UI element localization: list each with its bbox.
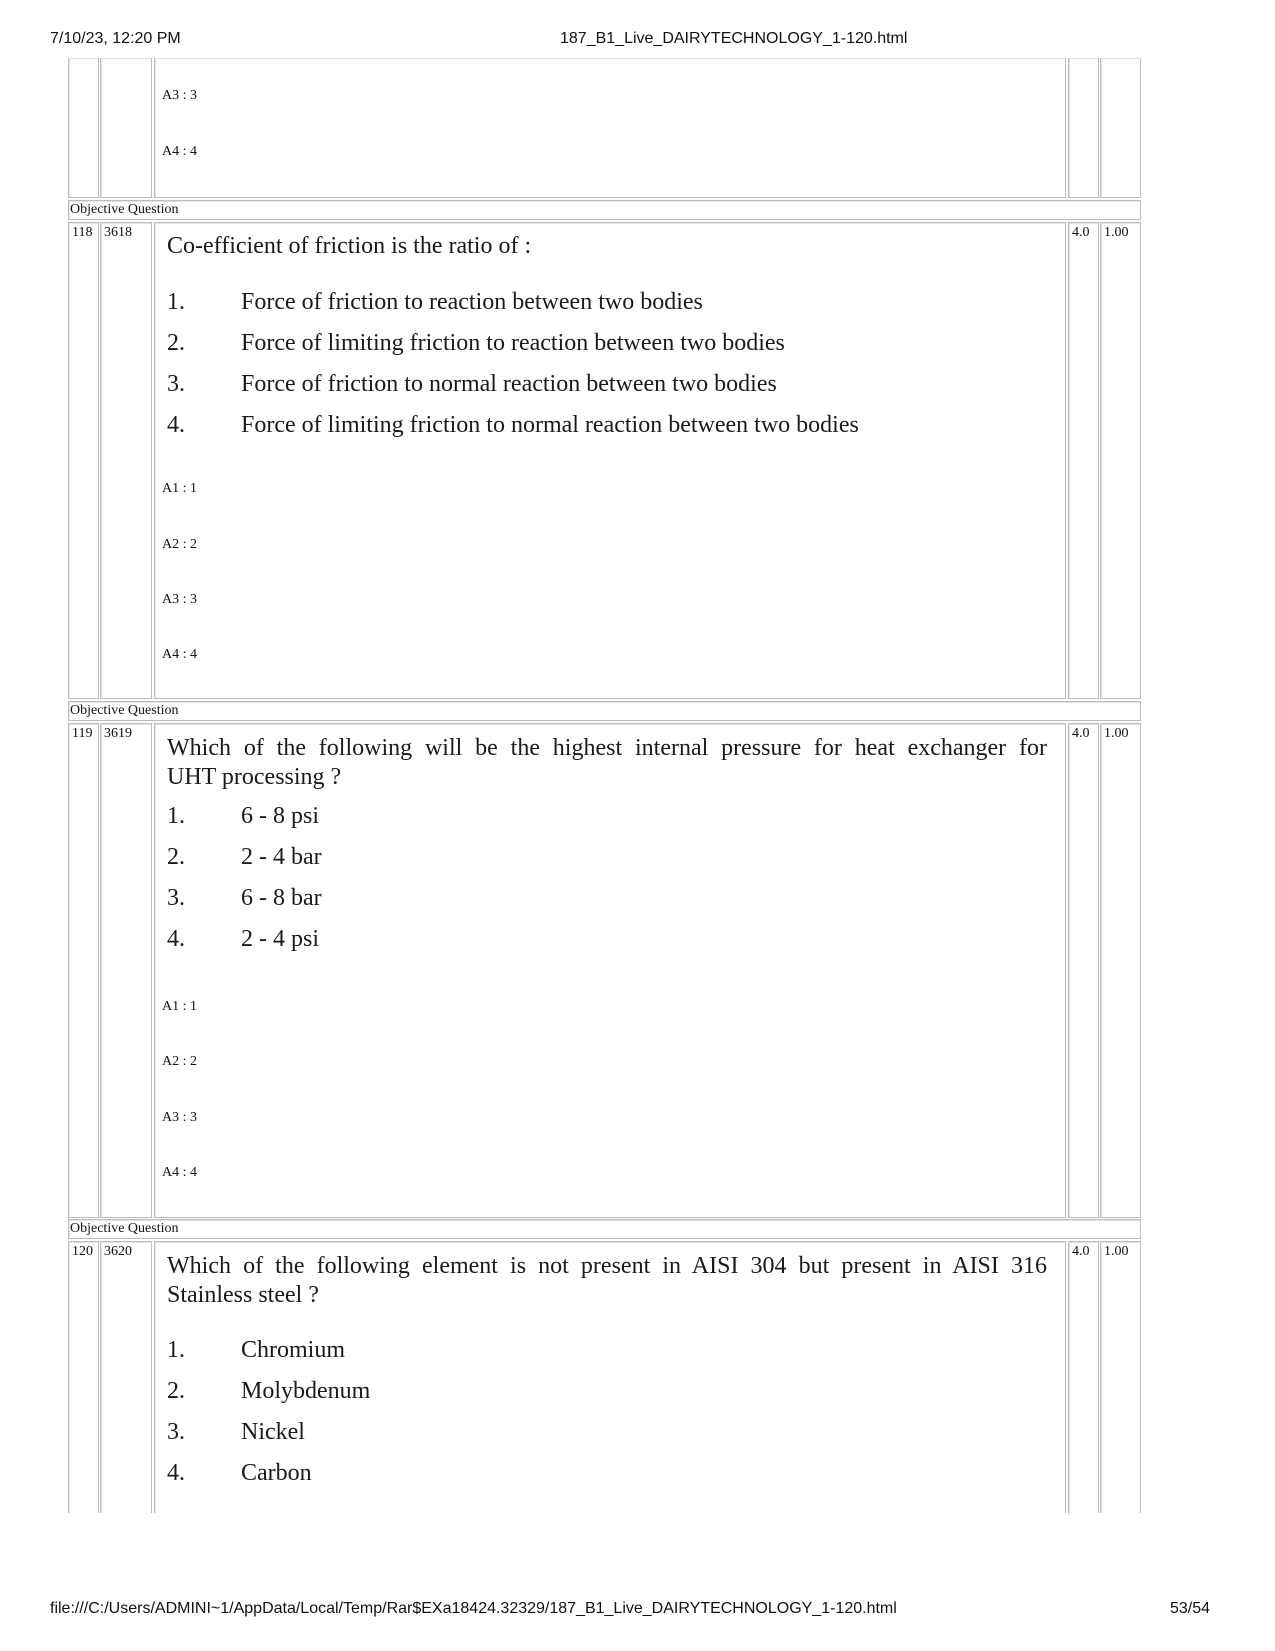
option-text: Force of limiting friction to normal reaction between two bodies — [241, 412, 859, 438]
question-number-cell — [68, 723, 99, 1218]
negative-marks-cell — [1100, 1241, 1141, 1513]
option-number: 1. — [167, 289, 185, 315]
option-text: Force of limiting friction to reaction between two bodies — [241, 330, 785, 356]
question-id-cell — [100, 1241, 152, 1513]
answer-a4: A4 : 4 — [162, 1165, 197, 1180]
option-text: 2 - 4 psi — [241, 926, 319, 952]
option-number: 3. — [167, 885, 185, 911]
section-label: Objective Question — [70, 703, 179, 718]
answer-a2: A2 : 2 — [162, 537, 197, 552]
option-number: 1. — [167, 1337, 185, 1363]
option-text: 2 - 4 bar — [241, 844, 322, 870]
option-text: Chromium — [241, 1337, 346, 1363]
answer-a2: A2 : 2 — [162, 1054, 197, 1069]
negative-marks-value: 1.00 — [1104, 225, 1129, 240]
option-text: Molybdenum — [241, 1378, 371, 1404]
section-label-row — [68, 701, 1141, 721]
prev-question-cell — [154, 58, 1066, 198]
option-text: 6 - 8 bar — [241, 885, 322, 911]
option-text: Force of friction to normal reaction between two bodies — [241, 371, 777, 397]
option-text: Carbon — [241, 1460, 312, 1486]
option-number: 4. — [167, 412, 185, 438]
option-number: 2. — [167, 330, 185, 356]
question-id: 3620 — [104, 1244, 132, 1259]
section-label: Objective Question — [70, 202, 179, 217]
option-number: 4. — [167, 926, 185, 952]
question-id-cell — [100, 723, 152, 1218]
question-text-line2: Stainless steel ? — [167, 1282, 319, 1308]
answer-a4: A4 : 4 — [162, 647, 197, 662]
answer-a1: A1 : 1 — [162, 481, 197, 496]
question-body-cell — [154, 1241, 1066, 1513]
option-text: 6 - 8 psi — [241, 803, 319, 829]
section-label: Objective Question — [70, 1221, 179, 1236]
marks-cell — [1068, 222, 1099, 699]
question-text-line1: Which of the following element is not present in AISI 304 but present in AISI 316 — [167, 1253, 1047, 1279]
marks-cell — [1068, 723, 1099, 1218]
marks-value: 4.0 — [1072, 1244, 1090, 1259]
print-datetime: 7/10/23, 12:20 PM — [50, 30, 181, 47]
question-id: 3619 — [104, 726, 132, 741]
option-text: Nickel — [241, 1419, 305, 1445]
option-number: 3. — [167, 1419, 185, 1445]
question-id-cell — [100, 222, 152, 699]
question-body-cell — [154, 222, 1066, 699]
print-page-number: 53/54 — [1170, 1600, 1211, 1617]
prev-answer-a4: A4 : 4 — [162, 144, 197, 159]
print-title: 187_B1_Live_DAIRYTECHNOLOGY_1-120.html — [560, 30, 908, 47]
question-text-line2: UHT processing ? — [167, 764, 342, 790]
answer-a3: A3 : 3 — [162, 592, 197, 607]
negative-marks-value: 1.00 — [1104, 1244, 1129, 1259]
question-number-cell — [68, 1241, 99, 1513]
print-file-path: file:///C:/Users/ADMINI~1/AppData/Local/Temp/Rar$EXa18424.32329/187_B1_Live_DAIRYTECHNOLOGY_1-120.html — [50, 1600, 897, 1617]
option-number: 4. — [167, 1460, 185, 1486]
marks-cell — [1068, 1241, 1099, 1513]
option-number: 2. — [167, 844, 185, 870]
negative-marks-cell — [1100, 222, 1141, 699]
question-number: 118 — [72, 225, 93, 240]
prev-negative-cell — [1100, 58, 1141, 198]
answer-a1: A1 : 1 — [162, 999, 197, 1014]
question-number: 120 — [72, 1244, 93, 1259]
section-label-row — [68, 200, 1141, 220]
section-label-row — [68, 1219, 1141, 1239]
option-text: Force of friction to reaction between two bodies — [241, 289, 703, 315]
question-number: 119 — [72, 726, 93, 741]
negative-marks-cell — [1100, 723, 1141, 1218]
question-id: 3618 — [104, 225, 132, 240]
prev-answer-a3: A3 : 3 — [162, 88, 197, 103]
option-number: 3. — [167, 371, 185, 397]
question-number-cell — [68, 222, 99, 699]
question-body-cell — [154, 723, 1066, 1218]
prev-id-cell — [100, 58, 152, 198]
question-text: Co-efficient of friction is the ratio of : — [167, 233, 532, 259]
marks-value: 4.0 — [1072, 225, 1090, 240]
prev-marks-cell — [1068, 58, 1099, 198]
option-number: 2. — [167, 1378, 185, 1404]
option-number: 1. — [167, 803, 185, 829]
prev-num-cell — [68, 58, 99, 198]
marks-value: 4.0 — [1072, 726, 1090, 741]
question-text-line1: Which of the following will be the highest internal pressure for heat exchanger for — [167, 735, 1047, 761]
answer-a3: A3 : 3 — [162, 1110, 197, 1125]
negative-marks-value: 1.00 — [1104, 726, 1129, 741]
